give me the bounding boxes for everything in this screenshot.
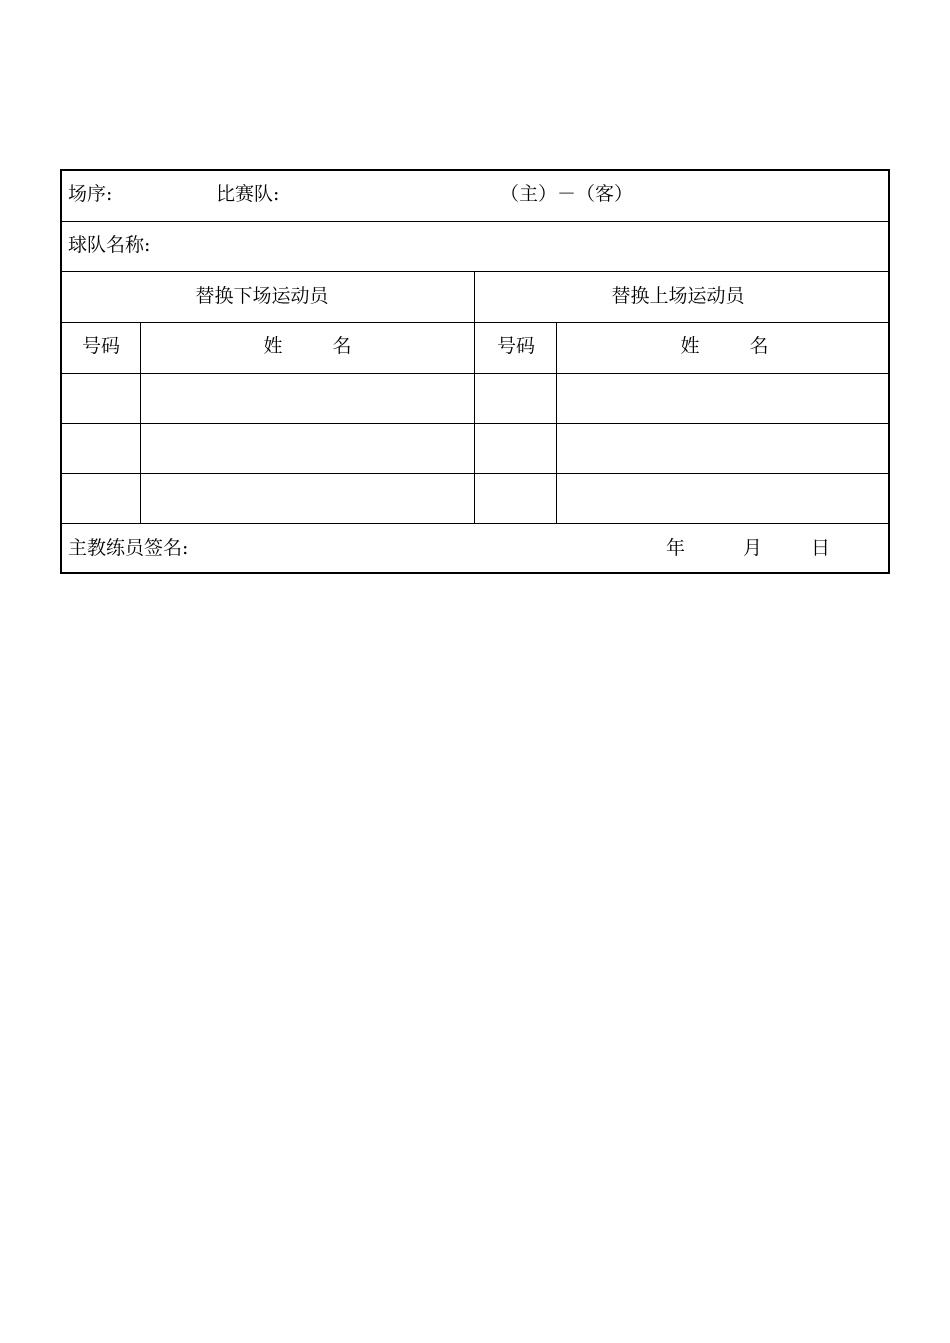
- in-number-cell[interactable]: [475, 473, 556, 523]
- match-number-label: 场序:: [68, 183, 113, 205]
- home-away-label: （主）－（客）: [500, 183, 634, 205]
- out-name-cell[interactable]: [141, 423, 474, 473]
- row-divider: [62, 271, 888, 272]
- in-name-cell[interactable]: [557, 473, 888, 523]
- in-number-cell[interactable]: [475, 423, 556, 473]
- year-label: 年: [666, 537, 686, 559]
- out-name-cell[interactable]: [141, 473, 474, 523]
- out-name-header-char2: 名: [332, 335, 352, 357]
- coach-signature-label: 主教练员签名:: [68, 537, 189, 559]
- out-number-cell[interactable]: [62, 373, 140, 423]
- out-name-cell[interactable]: [141, 373, 474, 423]
- out-number-cell[interactable]: [62, 473, 140, 523]
- month-label: 月: [743, 537, 763, 559]
- in-name-header-char1: 姓: [680, 335, 700, 357]
- in-name-header-char2: 名: [749, 335, 769, 357]
- out-name-header-char1: 姓: [263, 335, 283, 357]
- day-label: 日: [811, 537, 831, 559]
- row-divider: [62, 322, 888, 323]
- in-number-header: 号码: [496, 335, 536, 357]
- sub-in-title: 替换上场运动员: [611, 285, 745, 307]
- row-divider: [62, 221, 888, 222]
- team-name-label: 球队名称:: [68, 234, 151, 256]
- substitution-form: [60, 169, 890, 574]
- teams-label: 比赛队:: [216, 183, 280, 205]
- out-number-cell[interactable]: [62, 423, 140, 473]
- in-name-cell[interactable]: [557, 423, 888, 473]
- in-name-cell[interactable]: [557, 373, 888, 423]
- row-divider: [62, 523, 888, 524]
- in-number-cell[interactable]: [475, 373, 556, 423]
- sub-out-title: 替换下场运动员: [195, 285, 329, 307]
- out-number-header: 号码: [81, 335, 121, 357]
